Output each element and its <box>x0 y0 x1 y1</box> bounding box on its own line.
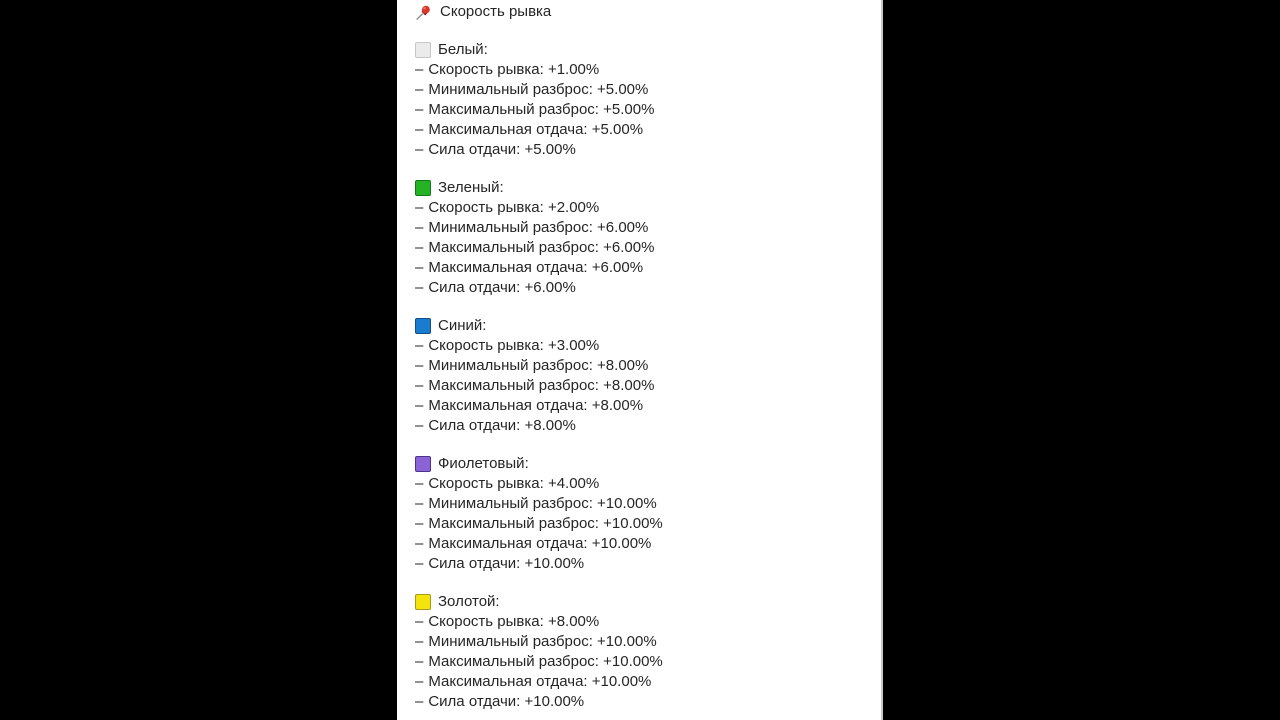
stat-dash: – <box>415 535 424 552</box>
stat-line <box>415 692 881 712</box>
stat-dash: – <box>415 673 424 690</box>
stat-text: Скорость рывка: +8.00% <box>428 613 600 630</box>
stat-text: Максимальная отдача: +5.00% <box>428 121 644 138</box>
stat-text: Скорость рывка: +4.00% <box>428 475 600 492</box>
stat-text: Максимальная отдача: +10.00% <box>428 535 652 552</box>
stat-dash: – <box>415 81 424 98</box>
stat-dash: – <box>415 397 424 414</box>
stat-dash: – <box>415 377 424 394</box>
page-title: Скорость рывка <box>440 3 552 20</box>
stat-text: Минимальный разброс: +10.00% <box>428 633 657 650</box>
stat-line <box>415 356 881 376</box>
stat-text: Сила отдачи: +6.00% <box>428 279 576 296</box>
stat-dash: – <box>415 475 424 492</box>
stat-text: Максимальная отдача: +10.00% <box>428 673 652 690</box>
stat-line <box>415 396 881 416</box>
stat-dash: – <box>415 555 424 572</box>
color-swatch-icon <box>415 180 431 196</box>
color-swatch-icon <box>415 318 431 334</box>
stat-dash: – <box>415 417 424 434</box>
stat-dash: – <box>415 337 424 354</box>
stat-text: Максимальная отдача: +6.00% <box>428 259 644 276</box>
stat-dash: – <box>415 515 424 532</box>
stat-dash: – <box>415 239 424 256</box>
stat-line <box>415 80 881 100</box>
stat-line <box>415 100 881 120</box>
stat-text: Минимальный разброс: +10.00% <box>428 495 657 512</box>
stats-panel <box>397 0 883 720</box>
stat-line <box>415 534 881 554</box>
stat-line <box>415 514 881 534</box>
color-section-blue <box>415 316 881 436</box>
stat-line <box>415 336 881 356</box>
stat-line <box>415 140 881 160</box>
section-header <box>415 178 881 198</box>
color-section-white <box>415 40 881 160</box>
stat-text: Максимальный разброс: +10.00% <box>428 515 663 532</box>
section-label: Зеленый: <box>438 179 504 196</box>
color-section-gold <box>415 592 881 712</box>
stat-dash: – <box>415 121 424 138</box>
stat-line <box>415 198 881 218</box>
section-header <box>415 316 881 336</box>
section-header <box>415 454 881 474</box>
stat-line <box>415 218 881 238</box>
stat-dash: – <box>415 219 424 236</box>
stat-dash: – <box>415 141 424 158</box>
stat-text: Минимальный разброс: +5.00% <box>428 81 649 98</box>
color-swatch-icon <box>415 594 431 610</box>
stat-line <box>415 652 881 672</box>
color-swatch-icon <box>415 456 431 472</box>
stat-dash: – <box>415 613 424 630</box>
stat-text: Минимальный разброс: +8.00% <box>428 357 649 374</box>
stat-text: Максимальный разброс: +6.00% <box>428 239 655 256</box>
stat-line <box>415 672 881 692</box>
stat-text: Максимальный разброс: +10.00% <box>428 653 663 670</box>
section-header <box>415 40 881 60</box>
stat-dash: – <box>415 693 424 710</box>
stat-line <box>415 612 881 632</box>
stat-line <box>415 474 881 494</box>
stat-line <box>415 494 881 514</box>
color-section-green <box>415 178 881 298</box>
stat-dash: – <box>415 259 424 276</box>
stat-line <box>415 416 881 436</box>
stat-dash: – <box>415 279 424 296</box>
stat-text: Скорость рывка: +3.00% <box>428 337 600 354</box>
stat-line <box>415 376 881 396</box>
stat-text: Минимальный разброс: +6.00% <box>428 219 649 236</box>
stat-text: Скорость рывка: +2.00% <box>428 199 600 216</box>
pushpin-icon <box>415 4 432 21</box>
stat-text: Сила отдачи: +8.00% <box>428 417 576 434</box>
stat-line <box>415 258 881 278</box>
stat-line <box>415 60 881 80</box>
stat-text: Скорость рывка: +1.00% <box>428 61 600 78</box>
stat-text: Сила отдачи: +5.00% <box>428 141 576 158</box>
stat-text: Максимальная отдача: +8.00% <box>428 397 644 414</box>
section-header <box>415 592 881 612</box>
stat-dash: – <box>415 495 424 512</box>
section-label: Фиолетовый: <box>438 455 529 472</box>
stat-dash: – <box>415 61 424 78</box>
stat-line <box>415 632 881 652</box>
stat-line <box>415 554 881 574</box>
stat-dash: – <box>415 199 424 216</box>
section-label: Золотой: <box>438 593 500 610</box>
title-row <box>415 2 881 22</box>
section-label: Белый: <box>438 41 488 58</box>
stat-line <box>415 238 881 258</box>
stat-text: Максимальный разброс: +5.00% <box>428 101 655 118</box>
stat-text: Сила отдачи: +10.00% <box>428 693 585 710</box>
sections-list <box>415 40 881 712</box>
stat-dash: – <box>415 357 424 374</box>
stat-dash: – <box>415 101 424 118</box>
stat-text: Сила отдачи: +10.00% <box>428 555 585 572</box>
color-swatch-icon <box>415 42 431 58</box>
section-label: Синий: <box>438 317 487 334</box>
color-section-purple <box>415 454 881 574</box>
stat-line <box>415 278 881 298</box>
stat-text: Максимальный разброс: +8.00% <box>428 377 655 394</box>
stat-dash: – <box>415 633 424 650</box>
stat-dash: – <box>415 653 424 670</box>
stat-line <box>415 120 881 140</box>
